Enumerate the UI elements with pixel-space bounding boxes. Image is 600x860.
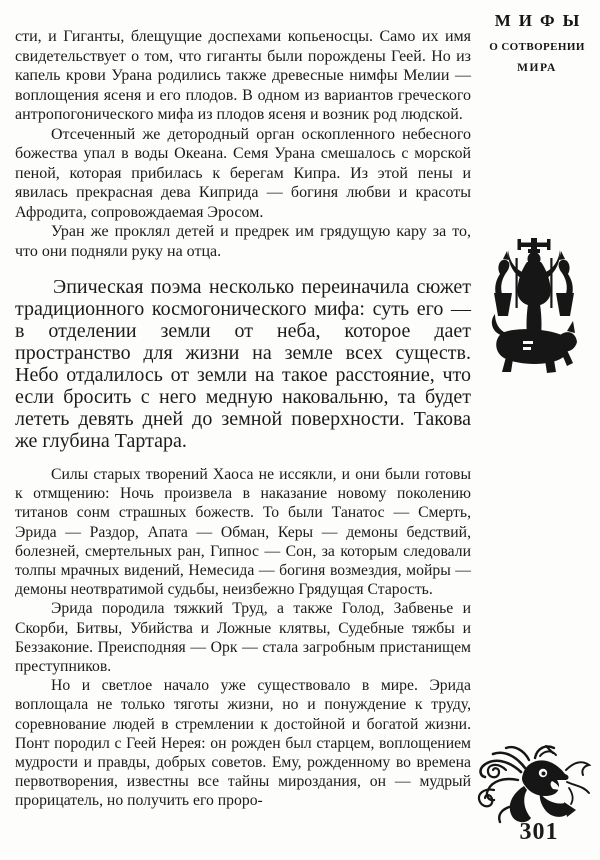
running-head xyxy=(484,12,590,74)
dragon-ornament xyxy=(466,744,592,828)
chapter-title: МИФЫ xyxy=(494,11,588,30)
body-paragraph-7: Но и светлое начало уже существовало в мире. Эрида воплощала не только тяготы жизни, но и понуждение к труду, соревнование людей в стремлении к достойной и богатой жизни. Понт породил с Геей Нерея: он рожден был старцем, воплощением мудрости и правды, добрых советов. Ему, рожденному во времена первотворения, известны все тайны мироздания, он — мудрый прорицатель, но получить его проро- xyxy=(15,677,471,810)
body-paragraph-4-large: Эпическая поэма несколько переиначила сюжет традиционного космогонического мифа: суть его — в отделении земли от неба, которое дает пространство для жизни на земле всех существ. Небо отдалилось от земли на такое расстояние, что если бросить с него медную наковальню, та будет лететь девять дней до земной поверхности. Такова же глубина Тартара. xyxy=(15,276,471,452)
chapter-subtitle-line1: О СОТВОРЕНИИ xyxy=(489,41,585,53)
chapter-subtitle-line2: МИРА xyxy=(517,62,557,74)
body-paragraph-3: Уран же проклял детей и предрек им грядущую кару за то, что они подняли руку на отца. xyxy=(15,223,471,260)
body-paragraph-6: Эрида породила тяжкий Труд, а также Голод, Забвенье и Скорби, Битвы, Убийства и Ложные клятвы, Судебные тяжбы и Беззаконие. Преисподняя — Орк — стала загробным пристанищем преступников. xyxy=(15,600,471,676)
dragon-head-icon xyxy=(466,744,592,828)
totem-ornament xyxy=(487,238,581,376)
page-number: 301 xyxy=(519,819,559,845)
body-paragraph-1: сти, и Гиганты, блещущие доспехами копьеносцы. Само их имя свидетельствует о том, что гиганты были порождены Геей. Но из капель крови Урана родились также древесные нимфы Мелии — воплощения ясеня и его плодов. В одном из вариантов греческого антропогонического мифа из плодов ясеня и возник род людской. xyxy=(15,28,471,123)
idol-totem-icon xyxy=(487,238,581,376)
body-paragraph-5: Силы старых творений Хаоса не иссякли, и они были готовы к отмщению: Ночь произвела в наказание новому поколению титанов сонм страшных божеств. То были Танатос — Смерть, Эрида — Раздор, Апата — Обман, Керы — демоны бедствий, болезней, смертельных ран, Гипнос — Сон, за которым следовали толпы мрачных видений, Немесида — богиня возмездия, мойры — демоны неотвратимой судьбы, неизбежно Грядущая Старость. xyxy=(15,466,471,599)
body-paragraph-2: Отсеченный же детородный орган оскопленного небесного божества упал в воды Океана. Семя Урана смешалось с морской пеной, которая прибилась к берегам Кипра. Из этой пены и явилась прекрасная дева Киприда — богиня любви и красоты Афродита, сопровождаемая Эросом. xyxy=(15,125,471,221)
text-column xyxy=(15,27,471,811)
